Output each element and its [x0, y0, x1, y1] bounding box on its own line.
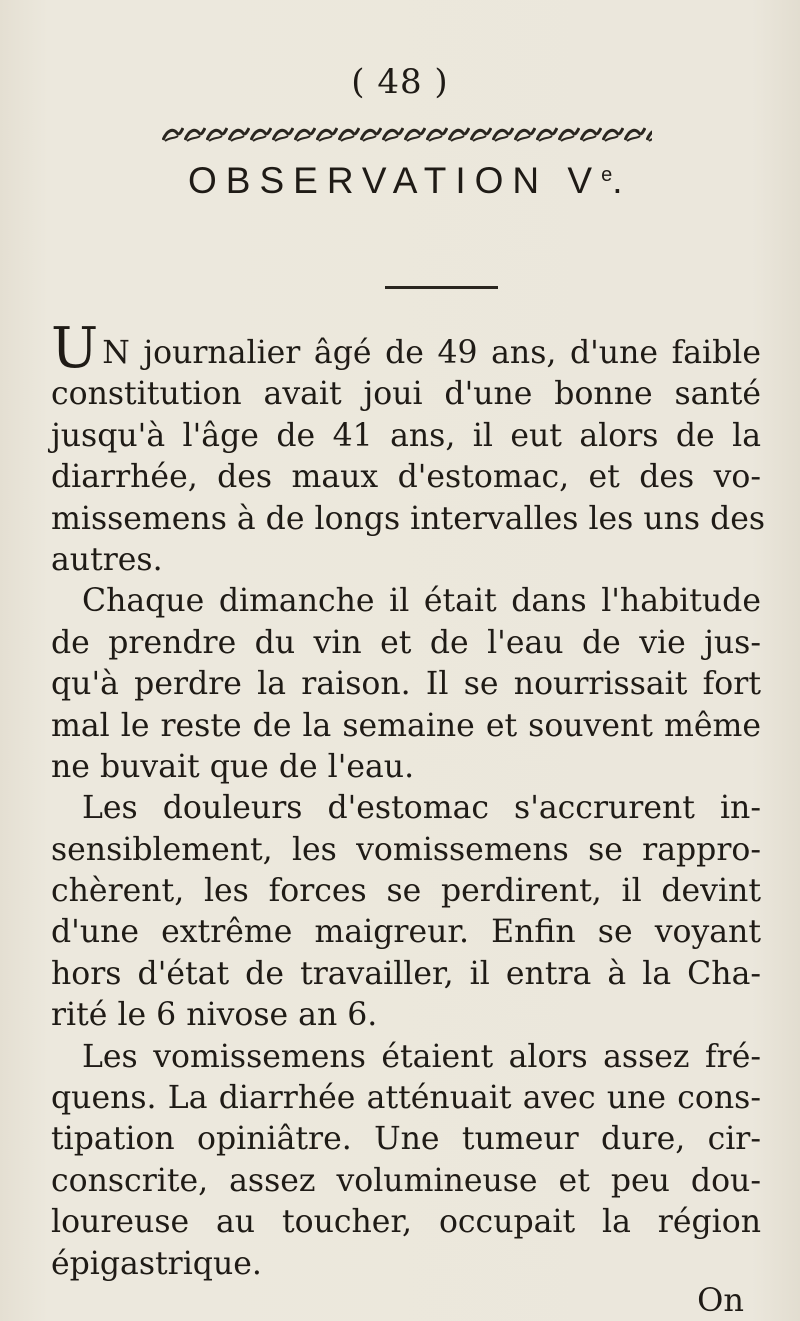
text-line: mal le reste de la semaine et souvent même: [51, 707, 761, 744]
text-line: rité le 6 nivose an 6.: [51, 997, 378, 1034]
catchword: On: [697, 1281, 744, 1319]
text-line: ne buvait que de l'eau.: [51, 748, 415, 785]
page-number: ( 48 ): [351, 62, 449, 102]
text-line: diarrhée, des maux d'estomac, et des vo-: [51, 459, 761, 496]
drop-cap: U: [51, 316, 99, 381]
text-line: chèrent, les forces se perdirent, il devint: [51, 873, 761, 910]
title-text: OBSERVATION V: [188, 160, 602, 201]
text-line: jusqu'à l'âge de 41 ans, il eut alors de la: [51, 417, 761, 454]
title-rule: [385, 286, 498, 289]
text-line: hors d'état de travailler, il entra à la Cha-: [51, 955, 761, 992]
observation-title: [188, 160, 631, 202]
text-line: autres.: [51, 541, 163, 578]
text-line: quens. La diarrhée atténuait avec une cons-: [51, 1080, 761, 1117]
text-line: Chaque dimanche il était dans l'habitude: [82, 583, 761, 620]
text-line: épigastrique.: [51, 1245, 262, 1282]
text-line: conscrite, assez volumineuse et peu dou-: [51, 1162, 761, 1199]
title-superscript: e: [601, 164, 613, 186]
text-line: missemens à de longs intervalles les uns des: [51, 500, 766, 537]
text-line: de prendre du vin et de l'eau de vie jus-: [51, 624, 761, 661]
text-line: sensiblement, les vomissemens se rappro-: [51, 831, 761, 868]
body-text: [51, 316, 766, 1285]
text-line: constitution avait joui d'une bonne santé: [51, 376, 761, 413]
text-line: loureuse au toucher, occupait la région: [51, 1204, 761, 1241]
text-line: Les douleurs d'estomac s'accrurent in-: [82, 790, 761, 827]
text-line: d'une extrême maigreur. Enfin se voyant: [51, 914, 761, 951]
text-line: qu'à perdre la raison. Il se nourrissait fort: [51, 666, 761, 703]
text-line: tipation opiniâtre. Une tumeur dure, cir-: [51, 1121, 761, 1158]
first-line-text: N journalier âgé de 49 ans, d'une faible: [102, 335, 761, 371]
decorative-ornament-band: [162, 124, 652, 144]
text-line: [51, 316, 761, 381]
title-suffix: .: [612, 160, 632, 201]
text-line: Les vomissemens étaient alors assez fré-: [82, 1038, 761, 1075]
